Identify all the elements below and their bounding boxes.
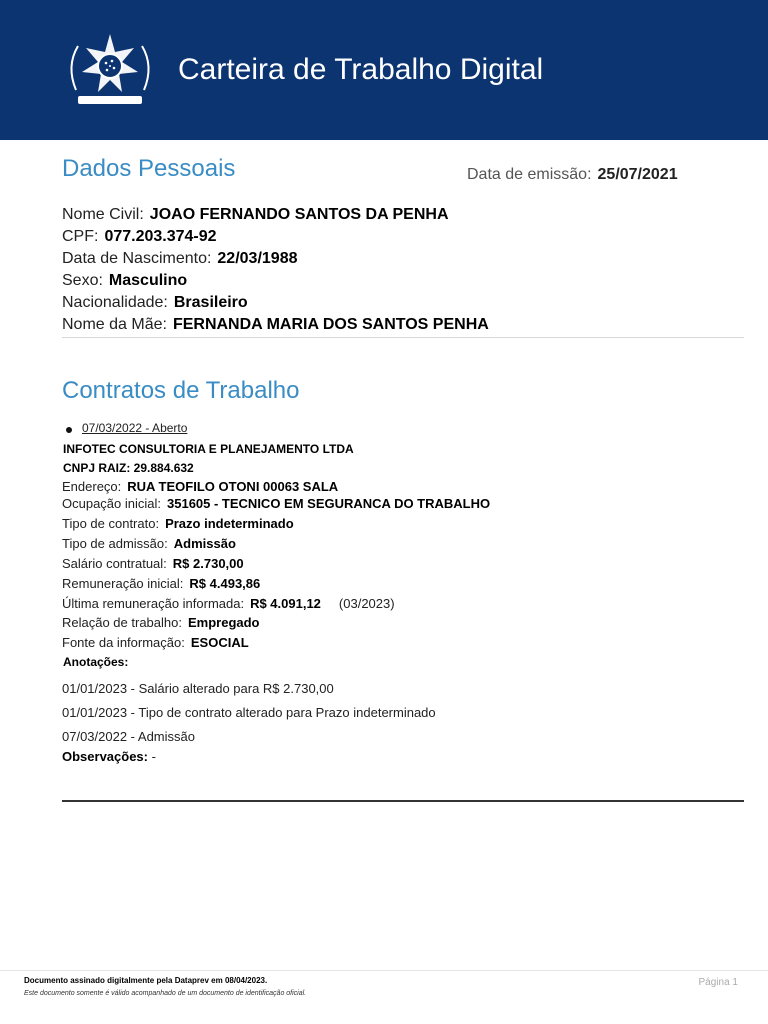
field-value: RUA TEOFILO OTONI 00063 SALA (127, 479, 339, 494)
field-label: Data de Nascimento: (62, 250, 212, 267)
contract-field-relacao (62, 615, 260, 630)
field-value: Empregado (187, 615, 260, 630)
contract-field-salario (62, 556, 244, 571)
contract-field-tipo-admissao (62, 536, 236, 551)
field-label: Última remuneração informada: (62, 596, 245, 611)
contract-field-fonte (62, 635, 249, 650)
contract-start-link[interactable]: 07/03/2022 - Aberto (82, 421, 188, 435)
field-value: FERNANDA MARIA DOS SANTOS PENHA (172, 316, 489, 333)
notes-label: Anotações: (63, 655, 129, 669)
field-label: Tipo de contrato: (62, 516, 160, 531)
footer-divider (0, 970, 768, 971)
field-value: 351605 - TECNICO EM SEGURANCA DO TRABALHO (167, 496, 491, 511)
note-item: 01/01/2023 - Tipo de contrato alterado para Prazo indeterminado (62, 705, 436, 720)
observations-value: - (151, 749, 156, 764)
field-sexo (62, 272, 187, 290)
field-value: 22/03/1988 (217, 250, 298, 267)
contract-field-remuneracao-inicial (62, 576, 260, 591)
field-value: Prazo indeterminado (165, 516, 294, 531)
field-label: CPF: (62, 228, 99, 245)
contract-field-ocupacao (62, 496, 490, 511)
issue-date-label: Data de emissão: (467, 166, 592, 183)
field-value: Brasileiro (173, 294, 248, 311)
field-value: R$ 2.730,00 (172, 556, 244, 571)
contract-field-endereco (62, 479, 338, 494)
field-label: Remuneração inicial: (62, 576, 184, 591)
field-label: Nacionalidade: (62, 294, 168, 311)
contract-field-ultima-remuneracao (62, 596, 395, 611)
contracts-section-title: Contratos de Trabalho (62, 377, 300, 404)
field-value: JOAO FERNANDO SANTOS DA PENHA (149, 206, 449, 223)
reference-period: (03/2023) (338, 596, 395, 611)
field-label: Nome Civil: (62, 206, 144, 223)
field-label: Nome da Mãe: (62, 316, 167, 333)
field-label: Tipo de admissão: (62, 536, 168, 551)
field-value: R$ 4.493,86 (189, 576, 261, 591)
header-band (0, 0, 768, 140)
observations-label: Observações: (62, 749, 148, 764)
company-name: INFOTEC CONSULTORIA E PLANEJAMENTO LTDA (63, 442, 354, 456)
contract-field-tipo-contrato (62, 516, 294, 531)
field-value: ESOCIAL (190, 635, 249, 650)
field-nome-civil (62, 206, 449, 224)
section-divider (62, 337, 744, 338)
field-value: 077.203.374-92 (104, 228, 217, 245)
note-item: 07/03/2022 - Admissão (62, 729, 195, 744)
company-cnpj: CNPJ RAIZ: 29.884.632 (63, 461, 194, 475)
field-nome-mae (62, 316, 489, 334)
field-value: R$ 4.091,12 (250, 596, 321, 611)
field-nacionalidade (62, 294, 248, 312)
contract-end-divider (62, 800, 744, 802)
field-cpf (62, 228, 217, 246)
issue-date-value: 25/07/2021 (597, 166, 678, 183)
field-label: Endereço: (62, 479, 122, 494)
field-data-nascimento (62, 250, 297, 268)
field-value: Admissão (173, 536, 236, 551)
brazil-coat-of-arms-icon (62, 30, 158, 114)
field-label: Relação de trabalho: (62, 615, 182, 630)
bullet-icon (66, 427, 72, 433)
field-label: Fonte da informação: (62, 635, 185, 650)
field-label: Ocupação inicial: (62, 496, 161, 511)
issue-date (467, 166, 678, 184)
app-title: Carteira de Trabalho Digital (178, 53, 544, 86)
page-number: Página 1 (698, 977, 738, 988)
field-value: Masculino (108, 272, 188, 289)
field-label: Salário contratual: (62, 556, 167, 571)
personal-section-title: Dados Pessoais (62, 155, 236, 182)
footer-note: Este documento somente é válido acompanhado de um documento de identificação oficial. (24, 990, 307, 997)
observations (62, 749, 156, 764)
note-item: 01/01/2023 - Salário alterado para R$ 2.730,00 (62, 681, 334, 696)
field-label: Sexo: (62, 272, 103, 289)
footer-signature: Documento assinado digitalmente pela Dataprev em 08/04/2023. (24, 976, 268, 985)
